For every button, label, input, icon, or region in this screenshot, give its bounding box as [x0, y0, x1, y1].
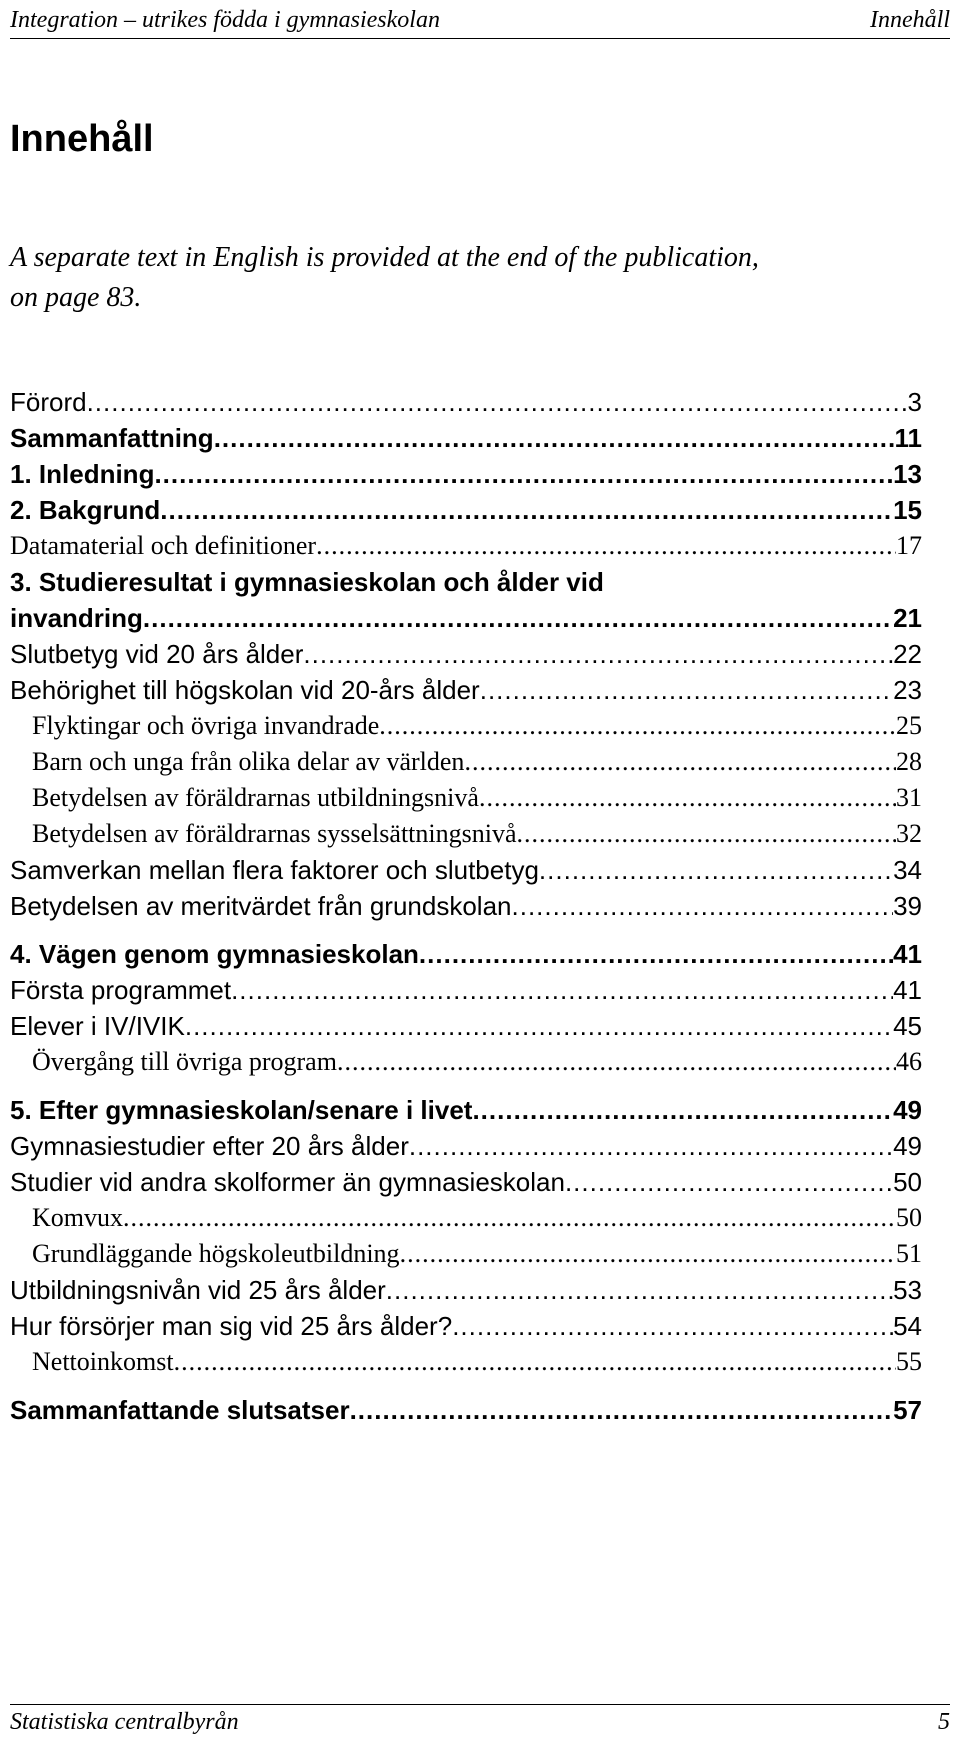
- running-header: [10, 0, 950, 39]
- toc-entry-page: 49: [893, 1131, 922, 1161]
- toc-entry-label: 3. Studieresultat i gymnasieskolan och ålder vid: [10, 567, 604, 597]
- toc-entry-studieresultat-line-1[interactable]: [10, 564, 922, 600]
- toc-entry-label: Grundläggande högskoleutbildning: [32, 1239, 400, 1268]
- header-publication-title: Integration – utrikes födda i gymnasieskolan: [10, 7, 440, 33]
- toc-entry-page: 51: [896, 1239, 922, 1268]
- toc-entry-label: 5. Efter gymnasieskolan/senare i livet: [10, 1095, 473, 1125]
- english-note-line-2: on page 83.: [10, 282, 142, 313]
- toc-entry-label: Samverkan mellan flera faktorer och slutbetyg: [10, 855, 539, 885]
- toc-entry-forsorjer[interactable]: [10, 1308, 922, 1344]
- toc-entry-label: Sammanfattning: [10, 423, 214, 453]
- toc-entry-label: Första programmet: [10, 975, 232, 1005]
- toc-entry-label: Hur försörjer man sig vid 25 års ålder?: [10, 1311, 453, 1341]
- toc-entry-utbildningsniva[interactable]: [10, 780, 922, 816]
- toc-entry-label: Gymnasiestudier efter 20 års ålder: [10, 1131, 409, 1161]
- toc-entry-label: Betydelsen av föräldrarnas utbildningsnivå: [32, 783, 479, 812]
- toc-entry-page: 49: [893, 1095, 922, 1125]
- toc-leader-dots: [337, 1044, 896, 1080]
- toc-leader-dots: [419, 936, 893, 972]
- toc-leader-dots: [409, 1128, 893, 1164]
- page-title: Innehåll: [10, 118, 154, 160]
- toc-entry-label: 2. Bakgrund: [10, 495, 161, 525]
- toc-entry-page: 55: [896, 1347, 922, 1376]
- toc-entry-samverkan[interactable]: [10, 852, 922, 888]
- toc-entry-page: 57: [893, 1395, 922, 1425]
- toc-entry-label: Övergång till övriga program: [32, 1047, 337, 1076]
- toc-entry-slutsatser[interactable]: [10, 1392, 922, 1428]
- toc-leader-dots: [123, 1200, 896, 1236]
- toc-leader-dots: [160, 492, 893, 528]
- toc-entry-nettoinkomst[interactable]: [10, 1344, 922, 1380]
- toc-entry-page: 50: [896, 1203, 922, 1232]
- toc-entry-page: 53: [893, 1275, 922, 1305]
- toc-entry-page: 39: [893, 891, 922, 921]
- toc-entry-label: Sammanfattande slutsatser: [10, 1395, 350, 1425]
- toc-entry-label: Behörighet till högskolan vid 20-års ålder: [10, 675, 480, 705]
- toc-leader-dots: [472, 1092, 893, 1128]
- toc-entry-inledning[interactable]: [10, 456, 922, 492]
- toc-entry-page: 3: [907, 387, 922, 417]
- toc-entry-page: 45: [893, 1011, 922, 1041]
- toc-entry-forord[interactable]: [10, 384, 922, 420]
- toc-leader-dots: [565, 1164, 893, 1200]
- toc-leader-dots: [480, 672, 893, 708]
- toc-entry-forsta-programmet[interactable]: [10, 972, 922, 1008]
- toc-entry-flyktingar[interactable]: [10, 708, 922, 744]
- toc-entry-label: Betydelsen av meritvärdet från grundskolan: [10, 891, 512, 921]
- toc-entry-page: 50: [893, 1167, 922, 1197]
- toc-leader-dots: [185, 1008, 893, 1044]
- toc-leader-dots: [303, 636, 893, 672]
- toc-leader-dots: [400, 1236, 896, 1272]
- toc-entry-elever-ivik[interactable]: [10, 1008, 922, 1044]
- toc-entry-label: Utbildningsnivån vid 25 års ålder: [10, 1275, 386, 1305]
- toc-entry-page: 13: [893, 459, 922, 489]
- toc-entry-label: Betydelsen av föräldrarnas sysselsättningsnivå: [32, 819, 517, 848]
- toc-leader-dots: [479, 780, 896, 816]
- toc-entry-page: 22: [893, 639, 922, 669]
- toc-entry-page: 54: [893, 1311, 922, 1341]
- toc-entry-page: 25: [896, 711, 922, 740]
- toc-leader-dots: [539, 852, 893, 888]
- toc-entry-datamaterial[interactable]: [10, 528, 922, 564]
- toc-entry-studier-andra-skolformer[interactable]: [10, 1164, 922, 1200]
- english-note: [10, 238, 910, 318]
- english-note-line-1: A separate text in English is provided at the end of the publication,: [10, 242, 759, 273]
- toc-entry-page: 41: [893, 939, 922, 969]
- toc-entry-label: Komvux: [32, 1203, 123, 1232]
- running-footer: [10, 1704, 950, 1749]
- toc-entry-page: 11: [894, 423, 922, 453]
- toc-leader-dots: [174, 1344, 896, 1380]
- toc-entry-bakgrund[interactable]: [10, 492, 922, 528]
- toc-entry-label: Datamaterial och definitioner: [10, 531, 317, 560]
- toc-entry-page: 46: [896, 1047, 922, 1076]
- footer-page-number: 5: [938, 1709, 950, 1735]
- toc-entry-hogskoleutbildning[interactable]: [10, 1236, 922, 1272]
- toc-leader-dots: [464, 744, 896, 780]
- toc-entry-label: Nettoinkomst: [32, 1347, 174, 1376]
- toc-leader-dots: [143, 600, 893, 636]
- toc-leader-dots: [154, 456, 893, 492]
- toc-entry-label: Studier vid andra skolformer än gymnasieskolan: [10, 1167, 565, 1197]
- toc-leader-dots: [386, 1272, 893, 1308]
- toc-entry-page: 32: [896, 819, 922, 848]
- toc-leader-dots: [316, 528, 896, 564]
- toc-entry-sammanfattning[interactable]: [10, 420, 922, 456]
- toc-entry-slutbetyg[interactable]: [10, 636, 922, 672]
- toc-leader-dots: [87, 384, 908, 420]
- toc-entry-page: 23: [893, 675, 922, 705]
- toc-entry-barn-och-unga[interactable]: [10, 744, 922, 780]
- toc-leader-dots: [350, 1392, 894, 1428]
- toc-entry-utbildningsnivan-25[interactable]: [10, 1272, 922, 1308]
- toc-entry-page: 17: [896, 531, 922, 560]
- toc-entry-label: Slutbetyg vid 20 års ålder: [10, 639, 304, 669]
- toc-entry-page: 34: [893, 855, 922, 885]
- toc-entry-komvux[interactable]: [10, 1200, 922, 1236]
- toc-entry-page: 41: [893, 975, 922, 1005]
- toc-entry-studieresultat[interactable]: [10, 600, 922, 636]
- toc-entry-gymnasiestudier[interactable]: [10, 1128, 922, 1164]
- toc-entry-meritvardet[interactable]: [10, 888, 922, 924]
- toc-entry-label: Förord: [10, 387, 87, 417]
- toc-entry-page: 15: [893, 495, 922, 525]
- toc-entry-efter-gymnasieskolan[interactable]: [10, 1092, 922, 1128]
- toc-entry-page: 28: [896, 747, 922, 776]
- toc-entry-overgang[interactable]: [10, 1044, 922, 1080]
- toc-leader-dots: [231, 972, 893, 1008]
- toc-leader-dots: [517, 816, 897, 852]
- toc-entry-label: 4. Vägen genom gymnasieskolan: [10, 939, 419, 969]
- toc-leader-dots: [452, 1308, 893, 1344]
- toc-entry-sysselsattningsniva[interactable]: [10, 816, 922, 852]
- toc-leader-dots: [379, 708, 896, 744]
- toc-leader-dots: [214, 420, 895, 456]
- toc-entry-behorighet[interactable]: [10, 672, 922, 708]
- toc-entry-label: Flyktingar och övriga invandrade: [32, 711, 380, 740]
- toc-entry-vagen-genom[interactable]: [10, 936, 922, 972]
- footer-publisher: Statistiska centralbyrån: [10, 1709, 239, 1735]
- header-section-title: Innehåll: [870, 7, 950, 33]
- toc-entry-label: Elever i IV/IVIK: [10, 1011, 185, 1041]
- toc-entry-label-continued: invandring: [10, 603, 143, 633]
- toc-leader-dots: [512, 888, 894, 924]
- toc-entry-page: 21: [893, 603, 922, 633]
- toc-entry-page: 31: [896, 783, 922, 812]
- toc-entry-label: 1. Inledning: [10, 459, 155, 489]
- toc-entry-label: Barn och unga från olika delar av världen: [32, 747, 465, 776]
